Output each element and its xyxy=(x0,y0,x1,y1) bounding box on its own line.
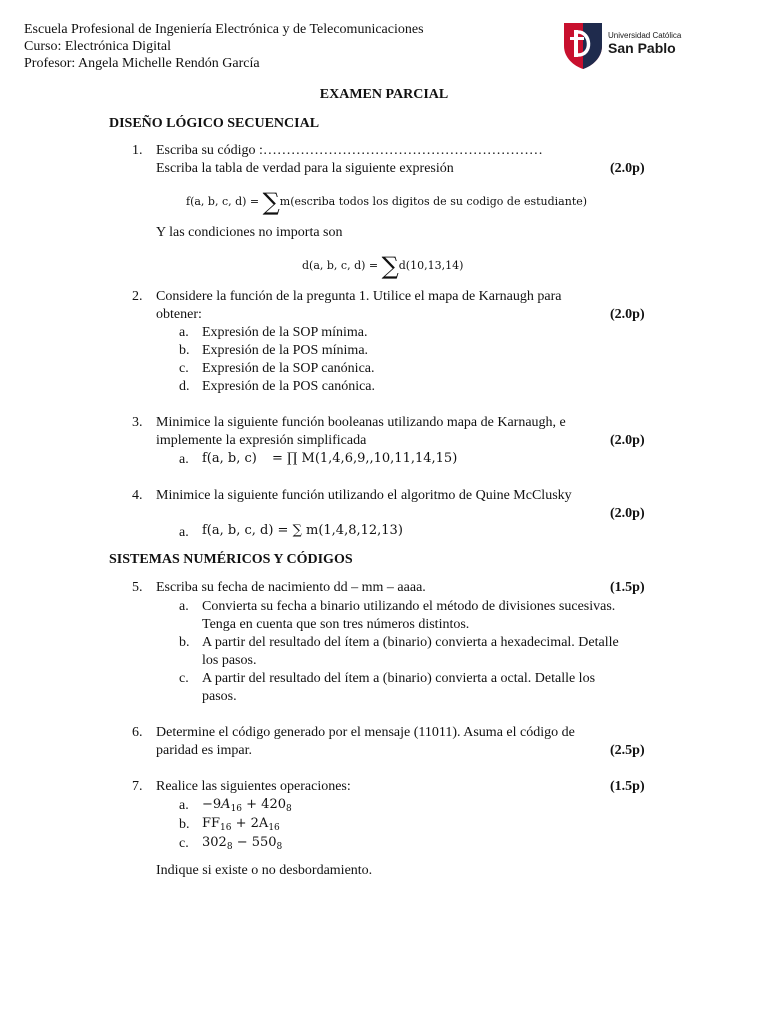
q2-number: 2. xyxy=(132,289,143,304)
q3-line1: Minimice la siguiente función booleanas utilizando mapa de Karnaugh, e xyxy=(156,415,566,430)
q2-item-text: Expresión de la POS canónica. xyxy=(202,379,376,394)
q5-item-text: A partir del resultado del ítem a (binario) convierta a octal. Detalle los xyxy=(202,671,596,686)
q7-op-a-var: A xyxy=(221,797,231,812)
q1-code-prompt: Escriba su código :…………………………………………………… xyxy=(156,143,543,158)
q6-points: (2.5p) xyxy=(610,743,645,758)
q7-op-b-part2: + 2A xyxy=(231,816,269,831)
q2-item-label: d. xyxy=(179,379,190,394)
q4-points: (2.0p) xyxy=(610,506,645,521)
q1-truth-table-prompt: Escriba la tabla de verdad para la siguiente expresión xyxy=(156,161,454,176)
q1-d-lhs: d(a, b, c, d) = xyxy=(302,259,379,272)
q3-number: 3. xyxy=(132,415,143,430)
header-school: Escuela Profesional de Ingeniería Electrónica y de Telecomunicaciones xyxy=(24,22,424,37)
section-heading-numericos: SISTEMAS NUMÉRICOS Y CÓDIGOS xyxy=(109,552,353,567)
q7-line1: Realice las siguientes operaciones: xyxy=(156,779,351,794)
q3-expr-lhs: f(a, b, c) xyxy=(202,451,257,466)
q2-item-text: Expresión de la POS mínima. xyxy=(202,343,369,358)
q3-points: (2.0p) xyxy=(610,433,645,448)
q4-expression: f(a, b, c, d) = ∑ m(1,4,8,12,13) xyxy=(202,523,403,538)
q7-op-c-base2: 8 xyxy=(276,842,283,852)
q6-line1: Determine el código generado por el mensaje (11011). Asuma el código de xyxy=(156,725,575,740)
q2-line1: Considere la función de la pregunta 1. Utilice el mapa de Karnaugh para xyxy=(156,289,562,304)
logo-san-pablo: San Pablo xyxy=(608,40,676,56)
q5-item-label: b. xyxy=(179,635,190,650)
q7-points: (1.5p) xyxy=(610,779,645,794)
header-course: Curso: Electrónica Digital xyxy=(24,39,171,54)
q2-line2: obtener: xyxy=(156,307,202,322)
q5-item-label: c. xyxy=(179,671,189,686)
q2-points: (2.0p) xyxy=(610,307,645,322)
q2-item-text: Expresión de la SOP mínima. xyxy=(202,325,368,340)
q6-line2: paridad es impar. xyxy=(156,743,253,758)
q7-operation-c xyxy=(202,835,282,852)
q5-item-text: Convierta su fecha a binario utilizando el método de divisiones sucesivas. xyxy=(202,599,616,614)
logo-university-name: Universidad Católica xyxy=(608,31,682,40)
q7-operation-b xyxy=(202,816,280,833)
q7-op-label: c. xyxy=(179,836,189,851)
q5-number: 5. xyxy=(132,580,143,595)
q4-line1: Minimice la siguiente función utilizando el algoritmo de Quine McClusky xyxy=(156,488,572,503)
q7-op-b-part1: FF xyxy=(202,816,221,831)
sigma-symbol: ∑ xyxy=(262,188,280,216)
q5-item-text: Tenga en cuenta que son tres números distintos. xyxy=(202,617,470,632)
q5-line1: Escriba su fecha de nacimiento dd – mm – aaaa. xyxy=(156,580,426,595)
q1-dont-care-prompt: Y las condiciones no importa son xyxy=(156,225,343,240)
q7-op-c-part1: 302 xyxy=(202,835,227,850)
q1-expression-d xyxy=(302,252,463,280)
section-heading-secuencial: DISEÑO LÓGICO SECUENCIAL xyxy=(109,116,320,131)
q7-op-a-base2: 8 xyxy=(286,804,292,814)
q7-op-a-part1: −9 xyxy=(202,797,222,812)
header-professor: Profesor: Angela Michelle Rendón García xyxy=(24,56,260,71)
q2-item-label: b. xyxy=(179,343,190,358)
q2-item-label: a. xyxy=(179,325,189,340)
q7-op-a-base1: 16 xyxy=(230,804,243,814)
q1-d-rhs: d(10,13,14) xyxy=(398,259,464,272)
q1-expression-f xyxy=(186,188,587,216)
q5-item-text: pasos. xyxy=(202,689,237,704)
exam-title: EXAMEN PARCIAL xyxy=(319,87,449,102)
q5-item-text: los pasos. xyxy=(202,653,257,668)
sigma-symbol: ∑ xyxy=(381,252,399,280)
q4-item-label: a. xyxy=(179,525,189,540)
q7-op-c-part2: − 550 xyxy=(232,835,277,850)
q5-item-label: a. xyxy=(179,599,189,614)
q3-item-label: a. xyxy=(179,452,189,467)
university-shield-icon xyxy=(562,20,604,70)
q7-op-b-base1: 16 xyxy=(220,823,232,833)
q1-expr-lhs: f(a, b, c, d) = xyxy=(186,195,260,208)
q3-line2: implemente la expresión simplificada xyxy=(156,433,367,448)
q7-footer: Indique si existe o no desbordamiento. xyxy=(156,863,373,878)
q7-op-label: a. xyxy=(179,798,189,813)
q2-item-label: c. xyxy=(179,361,189,376)
q1-expr-rhs: m(escriba todos los digitos de su codigo de estudiante) xyxy=(279,195,588,208)
q1-number: 1. xyxy=(132,143,143,158)
q7-op-label: b. xyxy=(179,817,190,832)
q5-points: (1.5p) xyxy=(610,580,645,595)
q7-operation-a xyxy=(202,797,292,814)
q7-op-c-base1: 8 xyxy=(226,842,233,852)
q7-number: 7. xyxy=(132,779,143,794)
q5-item-text: A partir del resultado del ítem a (binario) convierta a hexadecimal. Detalle xyxy=(202,635,619,650)
q3-expr-rhs: = ∏ M(1,4,6,9,,10,11,14,15) xyxy=(272,451,458,466)
q7-op-b-base2: 16 xyxy=(268,823,280,833)
university-logo xyxy=(562,20,682,70)
q7-op-a-part2: + 420 xyxy=(242,797,286,812)
q1-points: (2.0p) xyxy=(610,161,645,176)
q4-number: 4. xyxy=(132,488,143,503)
q6-number: 6. xyxy=(132,725,143,740)
q2-item-text: Expresión de la SOP canónica. xyxy=(202,361,375,376)
